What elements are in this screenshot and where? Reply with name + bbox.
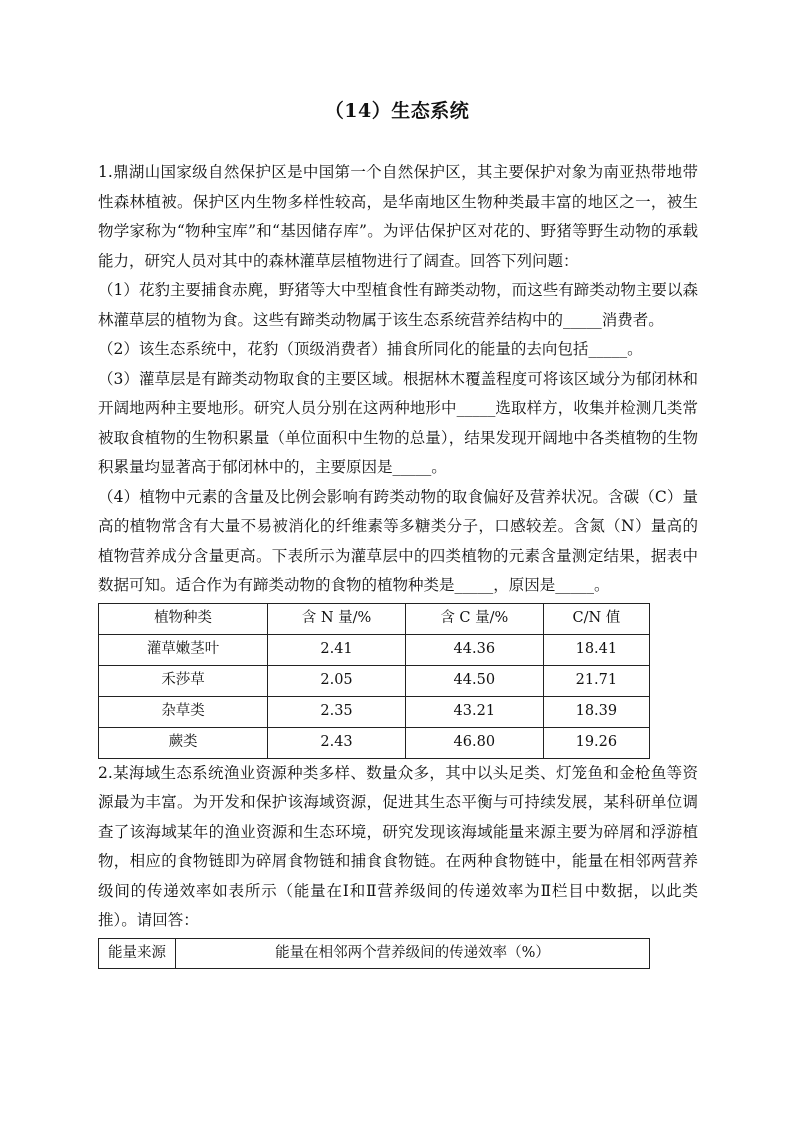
header-transfer-efficiency: 能量在相邻两个营养级间的传递效率（%）: [176, 938, 650, 969]
page-title: （14）生态系统: [324, 100, 470, 122]
table-cell: 43.21: [405, 696, 543, 727]
table-cell: 2.41: [268, 634, 406, 665]
table-cell: 44.50: [405, 665, 543, 696]
question-1-part-3: （3）灌草层是有蹄类动物取食的主要区域。根据林木覆盖程度可将该区域分为郁闭林和开阔地两种主要地形。研究人员分别在这两种地形中_____选取样方，收集并检测几类常被取食植物的生物积累量（单位面积中生物的总量），结果发现开阔地中各类植物的生物积累量均显著高于郁闭林中的，主要原因是_____。: [98, 369, 698, 476]
table-cell: 杂草类: [99, 696, 268, 727]
table-cell: 18.41: [543, 634, 649, 665]
header-c-content: 含 C 量/%: [405, 603, 543, 634]
document-body: [98, 158, 698, 969]
table-cell: 蕨类: [99, 727, 268, 758]
table-row: [99, 665, 650, 696]
table-header-row: [99, 938, 650, 969]
table-cell: 21.71: [543, 665, 649, 696]
table-row: [99, 727, 650, 758]
question-1-intro: 1.鼎湖山国家级自然保护区是中国第一个自然保护区，其主要保护对象为南亚热带地带性森林植被。保护区内生物多样性较高，是华南地区生物种类最丰富的地区之一，被生物学家称为“物种宝库”和“基因储存库”。为评估保护区对花的、野猪等野生动物的承载能力，研究人员对其中的森林灌草层植物进行了阔查。回答下列问题：: [98, 163, 698, 270]
question-1-part-1: （1）花豹主要捕食赤麂，野猪等大中型植食性有蹄类动物，而这些有蹄类动物主要以森林灌草层的植物为食。这些有蹄类动物属于该生态系统营养结构中的_____消费者。: [98, 281, 698, 329]
question-1-part-2: （2）该生态系统中，花豹（顶级消费者）捕食所同化的能量的去向包括_____。: [98, 340, 643, 358]
table-cell: 2.43: [268, 727, 406, 758]
header-cn-ratio: C/N 值: [543, 603, 649, 634]
energy-transfer-table: [98, 938, 650, 970]
table-cell: 18.39: [543, 696, 649, 727]
header-energy-source: 能量来源: [99, 938, 176, 969]
plant-element-table: [98, 603, 650, 759]
table-row: [99, 696, 650, 727]
table-cell: 19.26: [543, 727, 649, 758]
header-n-content: 含 N 量/%: [268, 603, 406, 634]
question-1-part-4: （4）植物中元素的含量及比例会影响有跨类动物的取食偏好及营养状况。含碳（C）量高的植物常含有大量不易被消化的纤维素等多糖类分子，口感较差。含氮（N）量高的植物营养成分含量更高。下表所示为灌草层中的四类植物的元素含量测定结果，据表中数据可知。适合作为有蹄类动物的食物的植物种类是_____，原因是_____。: [98, 487, 698, 594]
table-cell: 2.35: [268, 696, 406, 727]
table-header-row: [99, 603, 650, 634]
table-cell: 2.05: [268, 665, 406, 696]
table-cell: 禾莎草: [99, 665, 268, 696]
table-cell: 46.80: [405, 727, 543, 758]
table-row: [99, 634, 650, 665]
header-plant-type: 植物种类: [99, 603, 268, 634]
table-cell: 44.36: [405, 634, 543, 665]
table-cell: 灌草嫩茎叶: [99, 634, 268, 665]
question-2-intro: 2.某海域生态系统渔业资源种类多样、数量众多，其中以头足类、灯笼鱼和金枪鱼等资源最为丰富。为开发和保护该海域资源，促进其生态平衡与可持续发展，某科研单位调查了该海域某年的渔业资源和生态环境，研究发现该海域能量来源主要为碎屑和浮游植物，相应的食物链即为碎屑食物链和捕食食物链。在两种食物链中，能量在相邻两营养级间的传递效率如表所示（能量在Ⅰ和Ⅱ营养级间的传递效率为Ⅱ栏目中数据，以此类推）。请回答：: [98, 763, 698, 929]
